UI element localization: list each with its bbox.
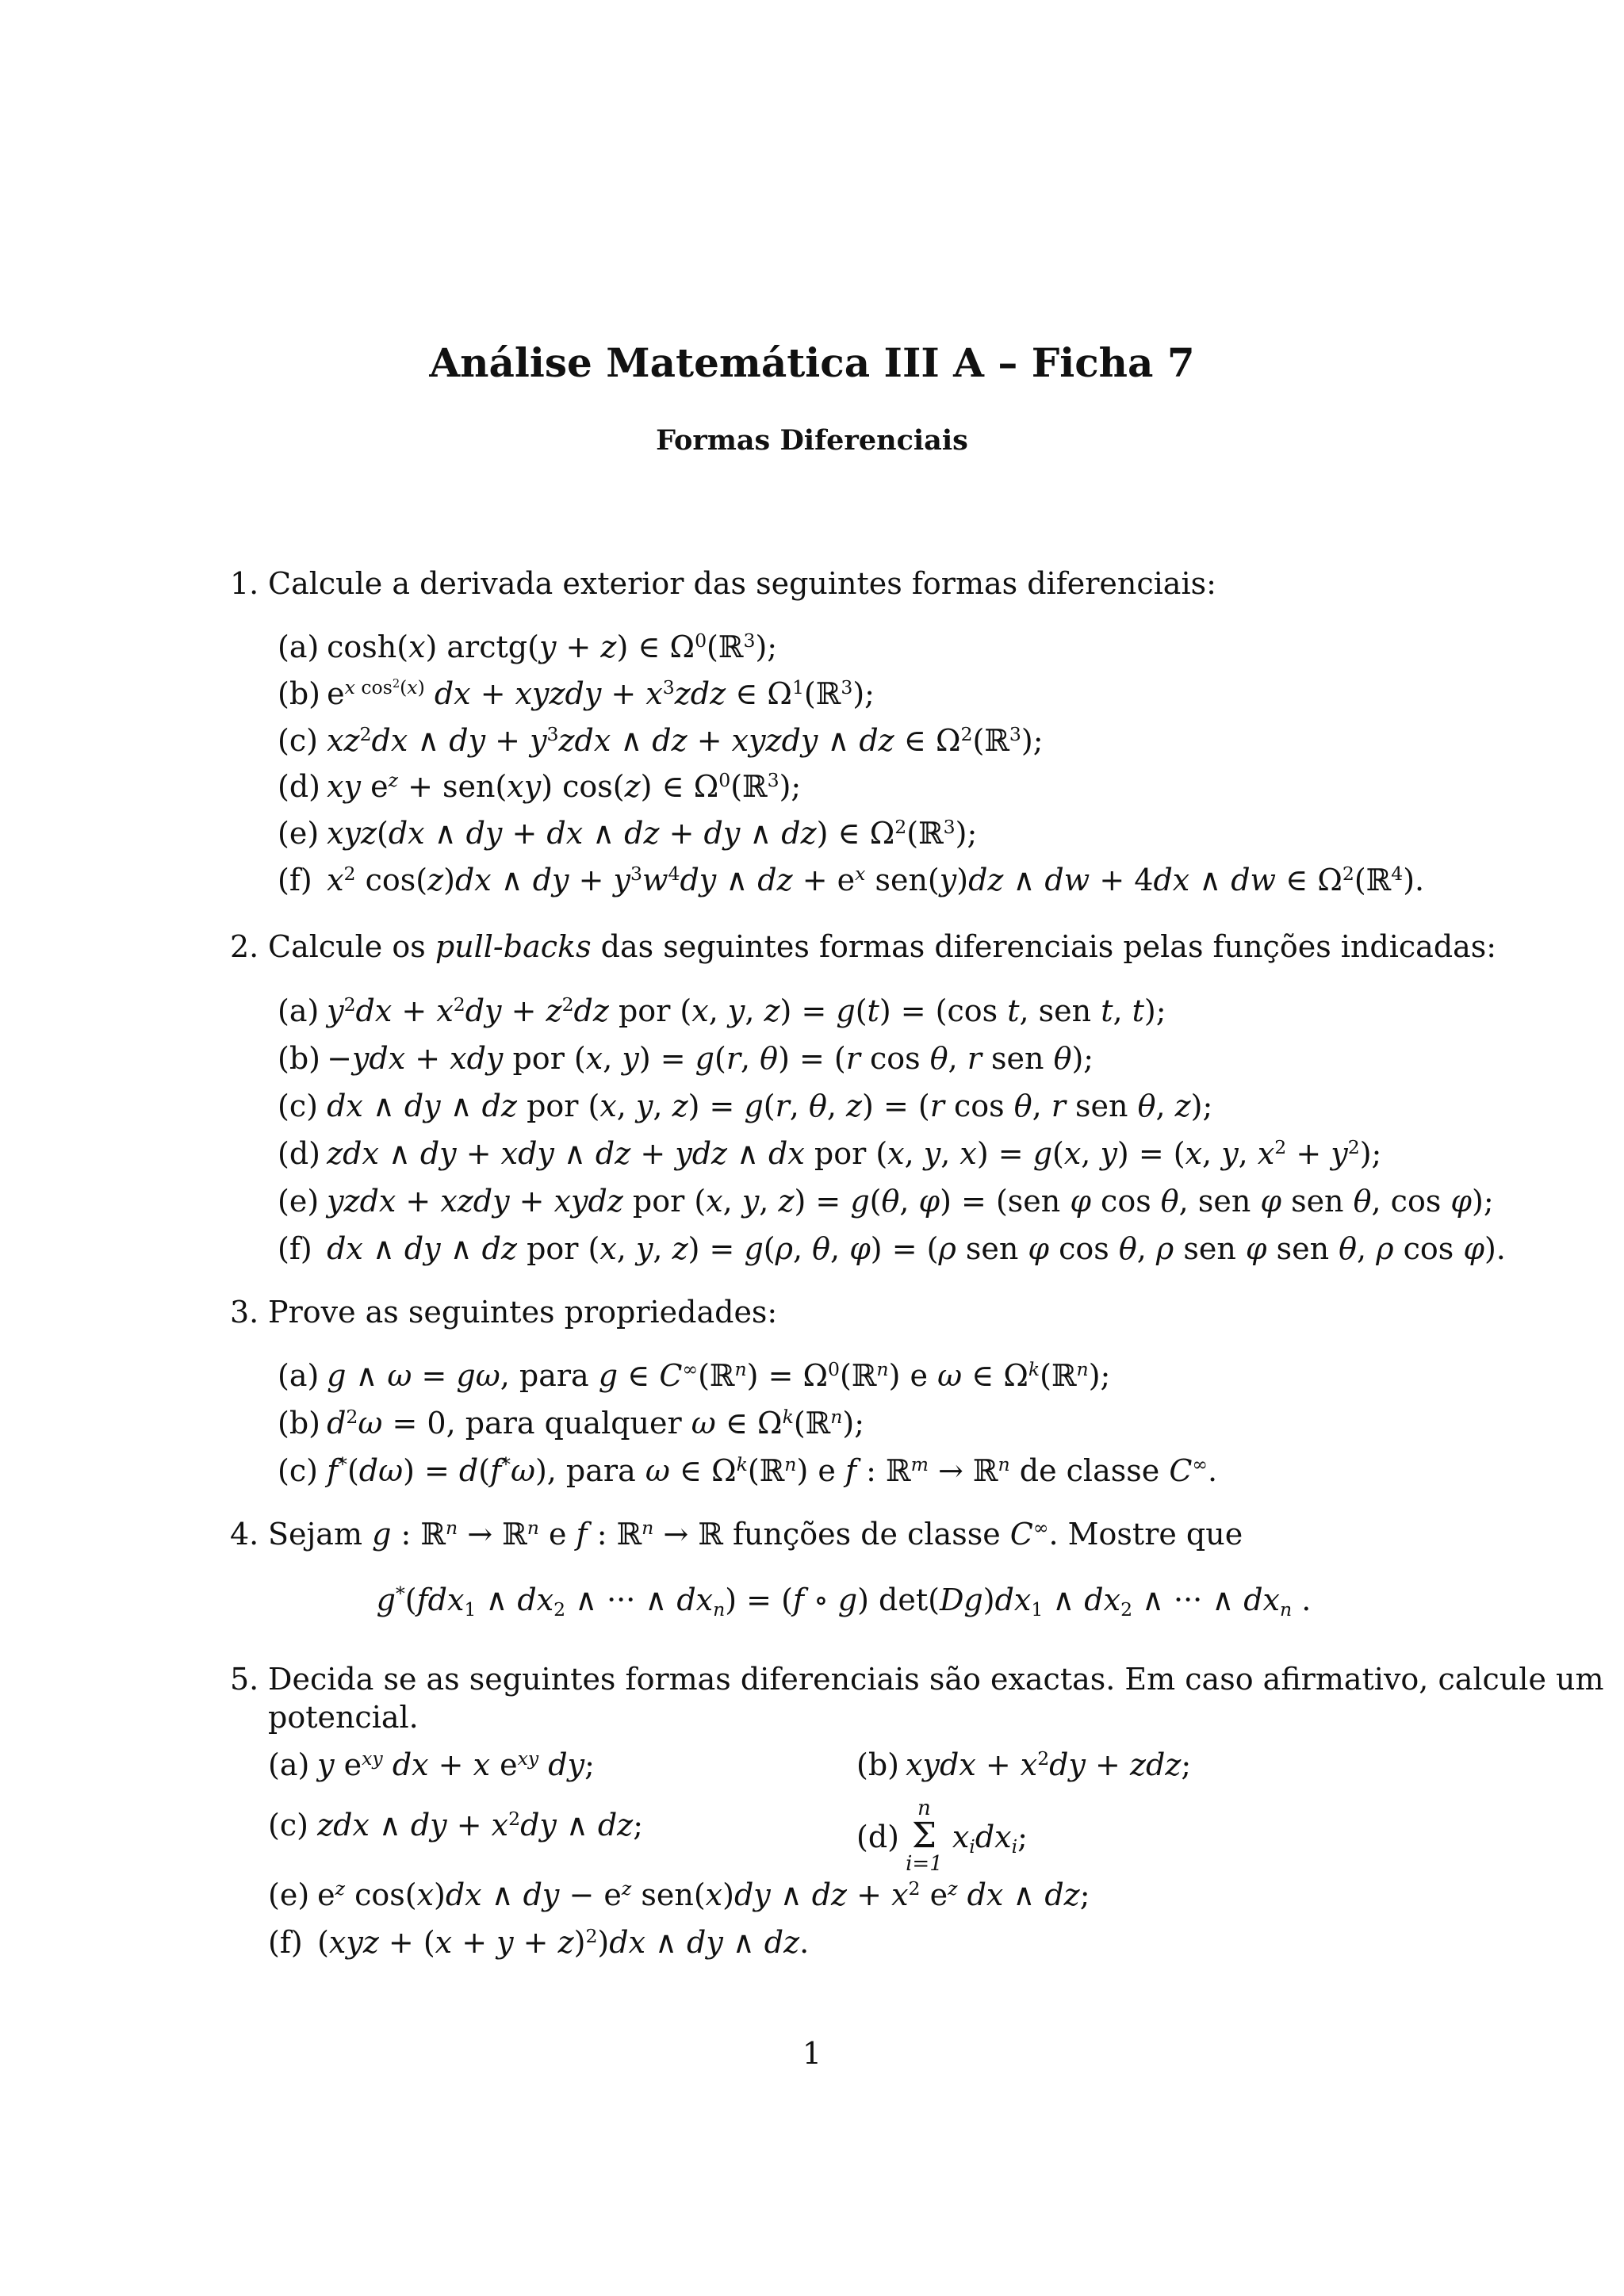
question-text: Sejam g : ℝ$^n$ → ℝ$^n$ e f : ℝ$^n$ → ℝ funções de classe C∞. Mostre que <box>268 1517 1243 1552</box>
question-5 <box>230 1655 1604 1703</box>
item-label: (e) <box>278 1184 320 1219</box>
q1-item-e <box>278 809 977 861</box>
q5-item-c <box>268 1801 643 1853</box>
item-label: (b) <box>856 1747 899 1782</box>
item-label: (c) <box>278 723 318 758</box>
q3-item-c-expr: f*(dω) = d(f*ω), para ω ∈ $\Omega^k(ℝ^n)$ e f : ℝ$^m$ → ℝ$^n$ de classe C∞. <box>327 1453 1218 1488</box>
item-label: (c) <box>278 1089 318 1123</box>
q3-item-b <box>278 1399 864 1451</box>
q1-item-b-expr: $e^{x cos^2(x)}$ dx + xyzdy + $x^3zdz$ ∈ $\Omega^1(ℝ^3)$; <box>327 676 875 711</box>
q1-item-d <box>278 763 801 814</box>
item-label: (f) <box>278 863 312 897</box>
q2-item-d <box>278 1130 1381 1181</box>
question-text: Prove as seguintes propriedades: <box>268 1295 778 1330</box>
question-number: 1. <box>230 566 259 601</box>
q2-item-a <box>278 987 1166 1039</box>
item-label: (c) <box>278 1453 318 1488</box>
q1-item-a-expr: cosh(x) arctg(y + z) ∈ $\Omega^0(ℝ^3)$; <box>327 629 778 664</box>
item-label: (f) <box>268 1925 303 1960</box>
q5-item-d-expr: n Σ i=1 $x_idx_i$; <box>906 1797 1028 1876</box>
item-label: (b) <box>278 1406 320 1441</box>
q5-item-e-expr: $e^z$ cos(x)dx ∧ dy − $e^z$ sen(x)dy ∧ dz + $x^2$ $e^z$ dx ∧ dz; <box>317 1877 1090 1912</box>
summation-symbol: n Σ i=1 <box>906 1797 943 1876</box>
question-2 <box>230 923 1496 970</box>
q1-item-f <box>278 856 1424 908</box>
q5-item-d <box>856 1797 1028 1877</box>
q5-item-a <box>268 1741 595 1793</box>
q5-item-f-expr: $(xyz + (x + y + z)^2)dx$ ∧ dy ∧ dz. <box>317 1925 810 1960</box>
q2-item-f-expr: dx ∧ dy ∧ dz por (x, y, z) = g(ρ, θ, φ) = (ρ sen φ cos θ, ρ sen φ sen θ, ρ cos φ). <box>327 1231 1506 1266</box>
q2-item-b <box>278 1035 1094 1082</box>
item-label: (b) <box>278 676 320 711</box>
item-label: (e) <box>278 816 320 851</box>
q1-item-d-expr: xy $e^z + sen(xy)$ cos(z) ∈ $\Omega^0(ℝ^3)$; <box>327 769 802 804</box>
page-number: 1 <box>802 2036 822 2071</box>
q1-item-f-expr: $x^2$ cos(z)dx ∧ dy + $y^3w^4dy$ ∧ dz + $e^x$ sen(y)dz ∧ dw + 4dx ∧ dw ∈ $\Omega^2(ℝ^4)$. <box>327 863 1425 897</box>
question-text-before: Calcule os <box>268 929 435 964</box>
q2-item-c <box>278 1082 1212 1130</box>
question-text-after: das seguintes formas diferenciais pelas funções indicadas: <box>591 929 1497 964</box>
q3-item-c <box>278 1447 1217 1498</box>
page-title: Análise Matemática III A – Ficha 7 <box>429 339 1195 386</box>
q2-item-a-expr: $y^2dx + x^2dy + z^2dz$ por (x, y, z) = g(t) = (cos t, sen t, t); <box>327 993 1166 1028</box>
item-label: (a) <box>278 629 320 664</box>
item-label: (d) <box>856 1819 899 1854</box>
q2-item-c-expr: dx ∧ dy ∧ dz por (x, y, z) = g(r, θ, z) = (r cos θ, r sen θ, z); <box>327 1089 1213 1123</box>
q1-item-c <box>278 717 1044 768</box>
q1-item-a <box>278 623 777 675</box>
item-label: (d) <box>278 769 320 804</box>
q5-item-f <box>268 1919 809 1970</box>
item-label: (a) <box>268 1747 310 1782</box>
question-number: 4. <box>230 1517 259 1552</box>
page-subtitle: Formas Diferenciais <box>656 424 968 457</box>
q5-item-b <box>856 1741 1191 1793</box>
question-text: Calcule a derivada exterior das seguintes formas diferenciais: <box>268 566 1216 601</box>
question-5-continued: potencial. <box>268 1700 419 1735</box>
question-number: 3. <box>230 1295 259 1330</box>
q5-item-b-expr: xydx + $x^2dy$ + zdz; <box>906 1747 1192 1782</box>
q5-item-a-expr: y $e^{xy}$ dx + x $e^{xy}$ dy; <box>317 1747 595 1782</box>
item-label: (b) <box>278 1041 320 1076</box>
q2-item-b-expr: −ydx + xdy por (x, y) = g(r, θ) = (r cos θ, r sen θ); <box>327 1041 1094 1076</box>
question-text-emphasis: pull-backs <box>435 929 592 964</box>
q2-item-e <box>278 1177 1494 1225</box>
q4-display-formula: g*(fdx$_1$ ∧ $dx_2$ ∧ ··· ∧ $dx_n) = (f$ ∘ g) $\det(Dg)dx_1$ ∧ $dx_2$ ∧ ··· ∧ $dx_n$ . <box>376 1582 1312 1621</box>
q2-item-d-expr: zdx ∧ dy + xdy ∧ dz + ydz ∧ dx por (x, y, x) = g(x, y) = (x, y, $x^2 + y^2$); <box>327 1136 1382 1171</box>
question-4 <box>230 1510 1243 1562</box>
q3-item-a <box>278 1352 1110 1403</box>
question-1 <box>230 560 1216 607</box>
item-label: (a) <box>278 993 320 1028</box>
q1-item-c-expr: $xz^2dx$ ∧ dy + $y^3zdx$ ∧ dz + xyzdy ∧ dz ∈ $\Omega^2(ℝ^3)$; <box>327 723 1044 758</box>
q2-item-e-expr: yzdx + xzdy + xydz por (x, y, z) = g(θ, φ) = (sen φ cos θ, sen φ sen θ, cos φ); <box>327 1184 1494 1219</box>
question-text-line1: Decida se as seguintes formas diferenciais são exactas. Em caso afirmativo, calcule um <box>268 1662 1604 1697</box>
q5-item-e <box>268 1871 1090 1923</box>
q3-item-a-expr: g ∧ ω = gω, para g ∈ C∞(ℝ$^n$) = $\Omega^0(ℝ^n)$ e ω ∈ $\Omega^k(ℝ^n)$; <box>327 1358 1111 1393</box>
item-label: (e) <box>268 1877 310 1912</box>
item-label: (a) <box>278 1358 320 1393</box>
item-label: (c) <box>268 1808 308 1843</box>
q2-item-f <box>278 1225 1506 1272</box>
item-label: (f) <box>278 1231 312 1266</box>
question-number: 2. <box>230 929 259 964</box>
q1-item-e-expr: xyz(dx ∧ dy + dx ∧ dz + dy ∧ dz) ∈ $\Omega^2(ℝ^3)$; <box>327 816 978 851</box>
question-number: 5. <box>230 1662 259 1697</box>
q3-item-b-expr: $d^2\omega = 0$, para qualquer ω ∈ $\Omega^k(ℝ^n)$; <box>327 1406 865 1441</box>
q5-item-c-expr: zdx ∧ dy + $x^2dy$ ∧ dz; <box>317 1808 644 1843</box>
question-3 <box>230 1288 777 1336</box>
item-label: (d) <box>278 1136 320 1171</box>
